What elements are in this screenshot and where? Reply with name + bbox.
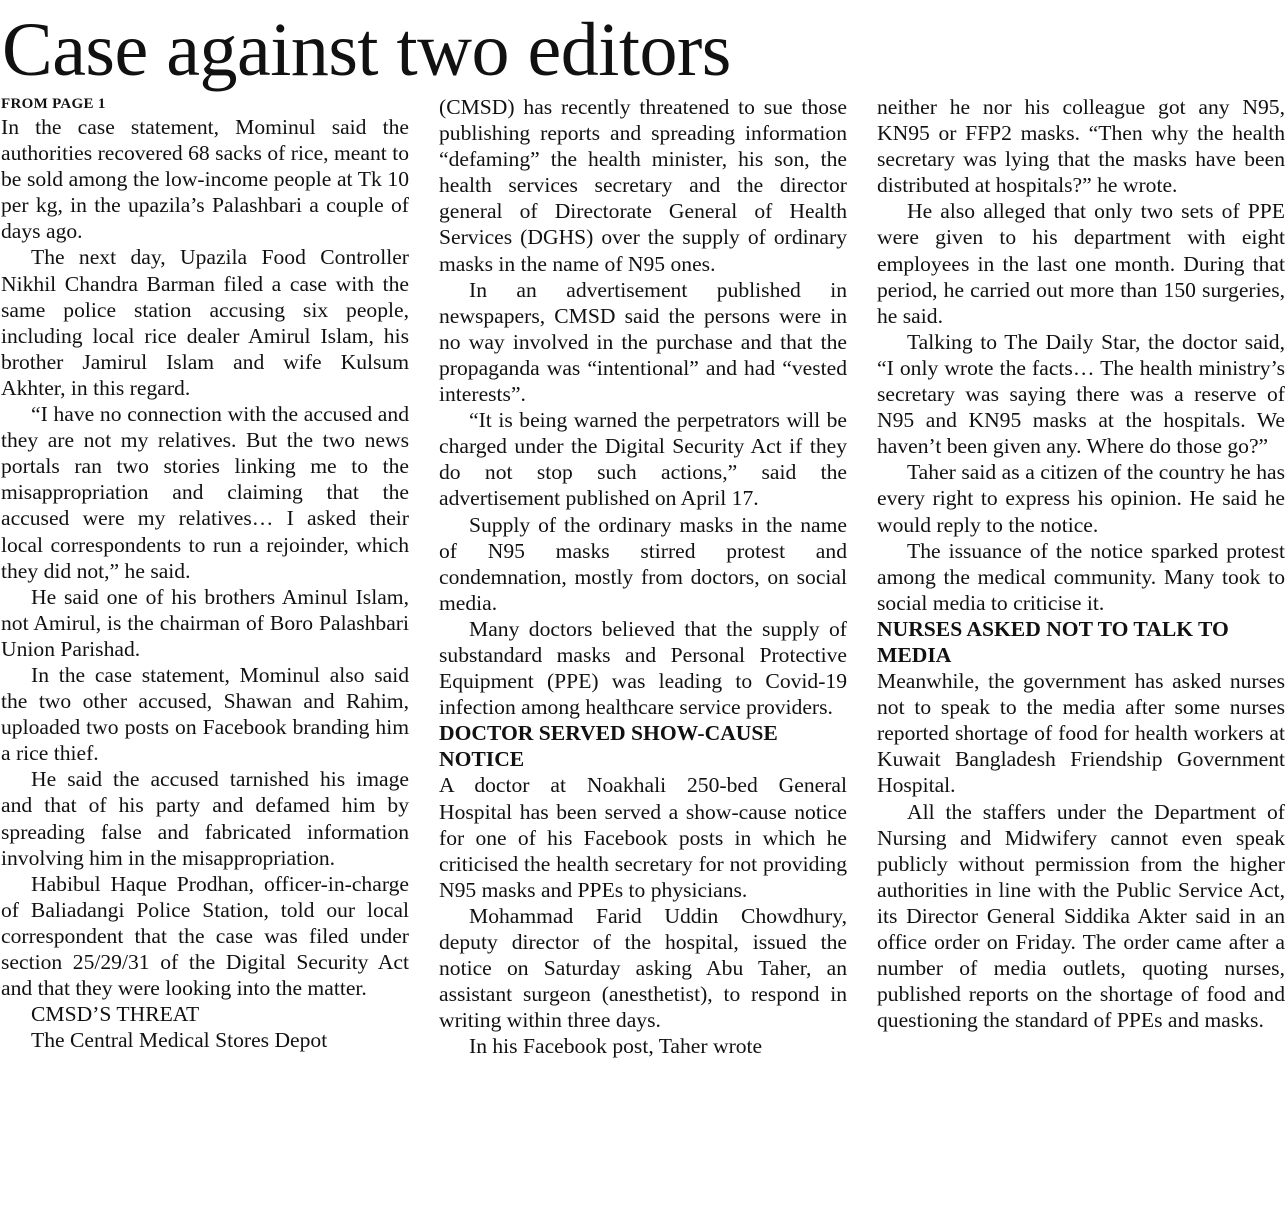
- paragraph: Mohammad Farid Uddin Chowdhury, deputy director of the hospital, issued the notice on Saturday asking Abu Taher, an assistant surgeon (anesthetist), to respond in writing within three days.: [439, 903, 847, 1033]
- paragraph: Many doctors believed that the supply of substandard masks and Personal Protective Equipment (PPE) was leading to Covid-19 infection among healthcare service providers.: [439, 616, 847, 720]
- paragraph: All the staffers under the Department of Nursing and Midwifery cannot even speak publicly without permission from the higher authorities in line with the Public Service Act, its Director General Siddika Akter said in an office order on Friday. The order came after a number of media outlets, quoting nurses, published reports on the shortage of food and questioning the standard of PPEs and masks.: [877, 799, 1285, 1033]
- paragraph: Taher said as a citizen of the country he has every right to express his opinion. He said he would reply to the notice.: [877, 460, 1285, 537]
- kicker-from-page-1: FROM PAGE 1: [1, 96, 106, 112]
- paragraph: (CMSD) has recently threatened to sue those publishing reports and spreading information “defaming” the health minister, his son, the health services secretary and the director general of Directorate General of Health Services (DGHS) over the supply of ordinary masks in the name of N95 ones.: [439, 95, 847, 276]
- paragraph: “I have no connection with the accused and they are not my relatives. But the two news portals ran two stories linking me to the misappropriation and claiming that the accused were my relatives… I asked their local correspondents to run a rejoinder, which they did not,” he said.: [1, 402, 409, 583]
- paragraph: In the case statement, Mominul said the authorities recovered 68 sacks of rice, meant to be sold among the low-income people at Tk 10 per kg, in the upazila’s Palashbari a couple of days ago.: [1, 115, 409, 244]
- paragraph: In an advertisement published in newspapers, CMSD said the persons were in no way involved in the purchase and that the propaganda was “intentional” and had “vested interests”.: [439, 277, 847, 407]
- subhead-nurses-media: NURSES ASKED NOT TO TALK TO MEDIA: [877, 616, 1229, 667]
- paragraph: neither he nor his colleague got any N95, KN95 or FFP2 masks. “Then why the health secretary was lying that the masks have been distributed at hospitals?” he wrote.: [877, 95, 1285, 198]
- article-column-3: [877, 94, 1285, 1220]
- paragraph: He said one of his brothers Aminul Islam, not Amirul, is the chairman of Boro Palashbari Union Parishad.: [1, 584, 409, 661]
- headline: Case against two editors: [2, 8, 731, 92]
- paragraph: Talking to The Daily Star, the doctor said, “I only wrote the facts… The health ministry’s secretary was saying there was a reserve of N95 and KN95 masks at the hospitals. We haven’t been given any. Where do those go?”: [877, 329, 1285, 459]
- paragraph: The next day, Upazila Food Controller Nikhil Chandra Barman filed a case with the same police station accusing six people, including local rice dealer Amirul Islam, his brother Jamirul Islam and wife Kulsum Akhter, in this regard.: [1, 245, 409, 400]
- paragraph: In his Facebook post, Taher wrote: [469, 1034, 763, 1059]
- paragraph: A doctor at Noakhali 250-bed General Hospital has been served a show-cause notice for one of his Facebook posts in which he criticised the health secretary for not providing N95 masks and PPEs to physicians.: [439, 773, 847, 902]
- paragraph: He said the accused tarnished his image and that of his party and defamed him by spreading false and fabricated information involving him in the misappropriation.: [1, 767, 409, 870]
- paragraph: He also alleged that only two sets of PPE were given to his department with eight employees in the last one month. During that period, he carried out more than 150 surgeries, he said.: [877, 199, 1285, 328]
- article-column-1: [1, 94, 409, 1220]
- subhead-cmsd-threat: CMSD’S THREAT: [31, 1002, 200, 1027]
- paragraph: “It is being warned the perpetrators will be charged under the Digital Security Act if they do not stop such actions,” said the advertisement published on April 17.: [439, 408, 847, 511]
- paragraph: Habibul Haque Prodhan, officer-in-charge of Baliadangi Police Station, told our local correspondent that the case was filed under section 25/29/31 of the Digital Security Act and that they were looking into the matter.: [1, 871, 409, 1001]
- paragraph: The issuance of the notice sparked protest among the medical community. Many took to social media to criticise it.: [877, 538, 1285, 615]
- paragraph: In the case statement, Mominul also said the two other accused, Shawan and Rahim, uploaded two posts on Facebook branding him a rice thief.: [1, 662, 409, 766]
- article-column-2: [439, 94, 847, 1220]
- paragraph: Supply of the ordinary masks in the name of N95 masks stirred protest and condemnation, mostly from doctors, on social media.: [439, 512, 847, 615]
- paragraph: The Central Medical Stores Depot: [31, 1028, 328, 1053]
- subhead-doctor-show-cause: DOCTOR SERVED SHOW-CAUSE NOTICE: [439, 721, 778, 772]
- paragraph: Meanwhile, the government has asked nurses not to speak to the media after some nurses reported shortage of food for health workers at Kuwait Bangladesh Friendship Government Hospital.: [877, 669, 1285, 798]
